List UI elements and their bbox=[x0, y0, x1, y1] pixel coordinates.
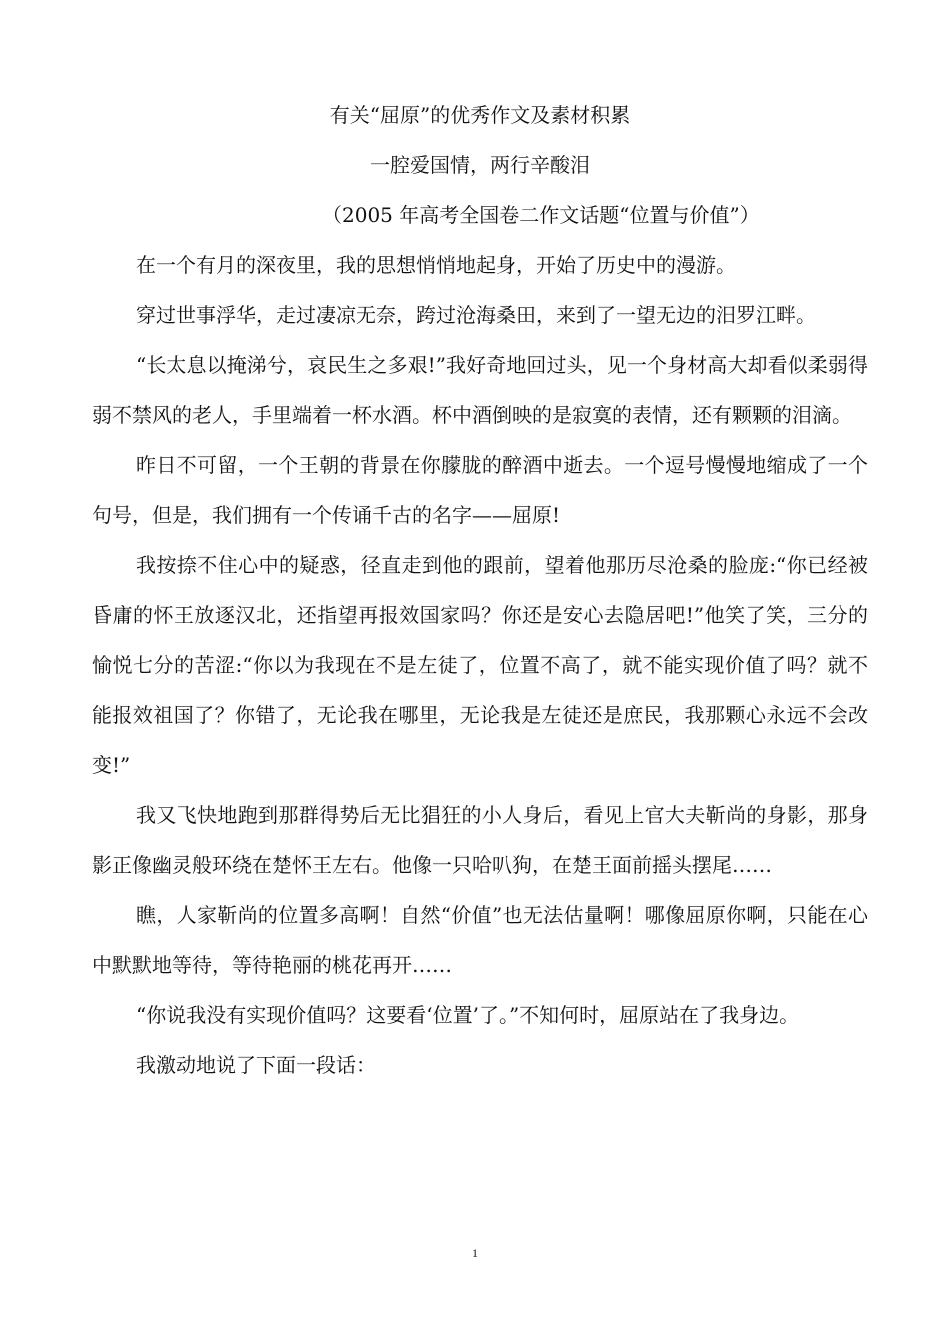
paragraph: 我激动地说了下面一段话： bbox=[136, 1053, 376, 1077]
document-body bbox=[92, 90, 868, 1090]
paragraph: 瞧，人家靳尚的位置多高啊！自然“价值”也无法估量啊！哪像屈原你啊，只能在心中默默地等待，等待艳丽的桃花再开…… bbox=[92, 903, 868, 977]
paragraph: 昨日不可留，一个王朝的背景在你朦胧的醉酒中逝去。一个逗号慢慢地缩成了一个句号，但是，我们拥有一个传诵千古的名字——屈原! bbox=[92, 453, 868, 527]
paragraph: 在一个有月的深夜里，我的思想悄悄地起身，开始了历史中的漫游。 bbox=[136, 253, 736, 277]
page-number: 1 bbox=[472, 1246, 478, 1260]
essay-topic-note: （2005 年高考全国卷二作文话题“位置与价值”） bbox=[322, 203, 760, 227]
paragraph: “长太息以掩涕兮，哀民生之多艰!”我好奇地回过头，见一个身材高大却看似柔弱得弱不禁风的老人，手里端着一杯水酒。杯中酒倒映的是寂寞的表情，还有颗颗的泪滴。 bbox=[92, 353, 868, 427]
paragraph: 我按捺不住心中的疑惑，径直走到他的跟前，望着他那历尽沧桑的脸庞:“你已经被昏庸的怀王放逐汉北，还指望再报效国家吗？你还是安心去隐居吧!”他笑了笑，三分的愉悦七分的苦涩:“你以为我现在不是左徒了，位置不高了，就不能实现价值了吗？就不能报效祖国了？你错了，无论我在哪里，无论我是左徒还是庶民，我那颗心永远不会改变!” bbox=[92, 553, 868, 777]
paragraph: “你说我没有实现价值吗？这要看‘位置’了。”不知何时，屈原站在了我身边。 bbox=[136, 1003, 800, 1027]
document-title: 有关“屈原”的优秀作文及素材积累 bbox=[329, 103, 631, 127]
paragraph: 穿过世事浮华，走过凄凉无奈，跨过沧海桑田，来到了一望无边的汨罗江畔。 bbox=[136, 303, 816, 327]
paragraph: 我又飞快地跑到那群得势后无比猖狂的小人身后，看见上官大夫靳尚的身影，那身影正像幽灵般环绕在楚怀王左右。他像一只哈叭狗，在楚王面前摇头摆尾…… bbox=[92, 803, 868, 877]
essay-subtitle: 一腔爱国情，两行辛酸泪 bbox=[370, 153, 590, 177]
